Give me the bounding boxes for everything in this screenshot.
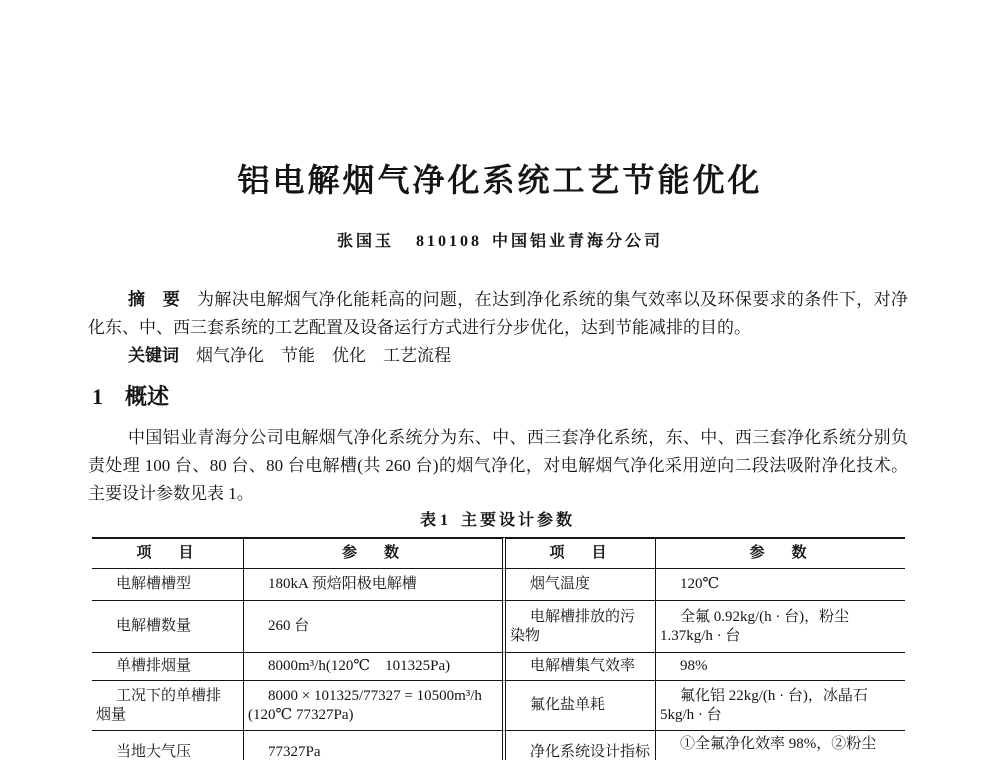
paragraph-line: 主要设计参数见表 1。: [88, 484, 254, 503]
table-cell: 8000m³/h(120℃ 101325Pa): [244, 652, 506, 680]
table-cell: 电解槽排放的污 染物: [506, 600, 656, 652]
table-caption: [420, 510, 575, 532]
table-cell: 工况下的单槽排 烟量: [92, 680, 244, 730]
abstract-line: [88, 286, 908, 314]
table-cell: 98%: [656, 652, 905, 680]
table-cell: 77327Pa: [244, 730, 506, 760]
table-cell: 180kA 预焙阳极电解槽: [244, 568, 506, 600]
table-cell: 电解槽集气效率: [506, 652, 656, 680]
table-cell: 氟化铝 22kg/(h · 台)，冰晶石 5kg/h · 台: [656, 680, 905, 730]
keyword: 优化: [332, 346, 366, 365]
table-caption-text: 主要设计参数: [461, 512, 576, 529]
table-cell: 烟气温度: [506, 568, 656, 600]
table-header-row: [92, 537, 905, 568]
design-parameters-table: [92, 537, 905, 760]
table-row: [92, 730, 905, 760]
keyword: 节能: [281, 346, 315, 365]
table-row: [92, 680, 905, 730]
section-heading: [92, 384, 169, 410]
table-row: [92, 568, 905, 600]
table-cell: 8000 × 101325/77327 = 10500m³/h (120℃ 77327Pa): [244, 680, 506, 730]
keyword: 工艺流程: [383, 346, 451, 365]
keywords: [128, 342, 451, 370]
table-cell: 260 台: [244, 600, 506, 652]
table-cell: 当地大气压: [92, 730, 244, 760]
table-cell: 氟化盐单耗: [506, 680, 656, 730]
paragraph-line: 中国铝业青海分公司电解烟气净化系统分为东、中、西三套净化系统，东、中、西三套净化系统分别负: [128, 428, 908, 447]
table-row: [92, 600, 905, 652]
byline: [0, 231, 1000, 253]
table-header-cell: 项 目: [506, 537, 656, 568]
table-cell: 全氟 0.92kg/(h · 台)，粉尘 1.37kg/h · 台: [656, 600, 905, 652]
abstract-line: 化东、中、西三套系统的工艺配置及设备运行方式进行分步优化，达到节能减排的目的。: [88, 318, 751, 337]
author-affiliation: 中国铝业青海分公司: [492, 233, 664, 250]
table-label: 表 1: [420, 512, 449, 529]
table-cell: 电解槽数量: [92, 600, 244, 652]
paragraph-line: 责处理 100 台、80 台、80 台电解槽(共 260 台)的烟气净化，对电解烟气净化采用逆向二段法吸附净化技术。: [88, 456, 908, 475]
author-postcode: 810108: [416, 233, 482, 250]
section-title: 概述: [125, 384, 170, 409]
paper-title: 铝电解烟气净化系统工艺节能优化: [237, 161, 763, 199]
table-cell: 电解槽槽型: [92, 568, 244, 600]
abstract: [88, 286, 908, 342]
abstract-label: 摘 要: [128, 290, 181, 309]
table-cell: ①全氟净化效率 98%，②粉尘: [656, 730, 905, 760]
table-cell: 120℃: [656, 568, 905, 600]
table-header-cell: 参 数: [656, 537, 905, 568]
table-header-cell: 参 数: [244, 537, 506, 568]
table-cell: 净化系统设计指标: [506, 730, 656, 760]
table-row: [92, 652, 905, 680]
section-paragraph: [88, 424, 908, 508]
keywords-label: 关键词: [128, 346, 179, 365]
abstract-text: 为解决电解烟气净化能耗高的问题，在达到净化系统的集气效率以及环保要求的条件下，对净: [197, 290, 908, 309]
section-number: 1: [92, 384, 103, 409]
table-cell: 单槽排烟量: [92, 652, 244, 680]
keyword: 烟气净化: [196, 346, 264, 365]
table-header-cell: 项 目: [92, 537, 244, 568]
author-name: 张国玉: [336, 233, 394, 250]
